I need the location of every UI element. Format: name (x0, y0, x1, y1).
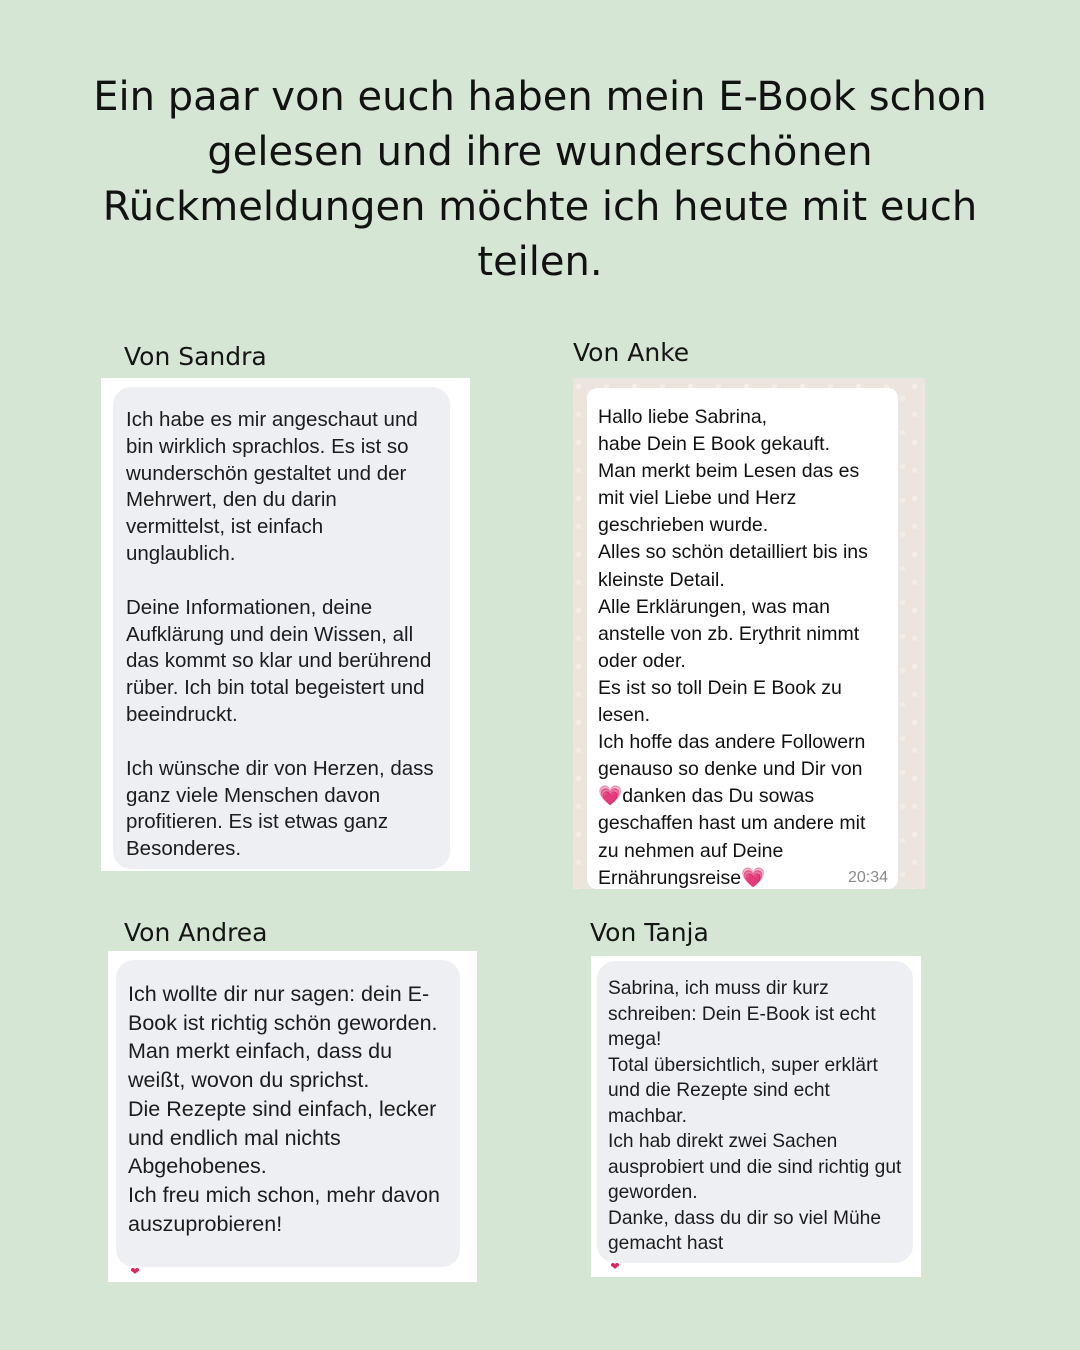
message-line: Ich hab direkt zwei Sachen ausprobiert und die sind richtig gut geworden. (608, 1131, 902, 1203)
message-text-sandra (126, 407, 438, 863)
screenshot-anke (573, 378, 925, 889)
message-line: Man merkt beim Lesen das es mit viel Liebe und Herz geschrieben wurde. (598, 460, 860, 537)
message-bubble-sandra (113, 387, 450, 869)
message-text-anke (598, 404, 888, 892)
message-line: Alles so schön detailliert bis ins kleinste Detail. (598, 541, 868, 591)
message-line: Ich hoffe das andere Followern genauso so denke und Dir von 💗danken das Du sowas geschaffen hast um andere mit zu nehmen auf Deine Ernährungsreise💗 (598, 731, 866, 889)
message-line: Total übersichtlich, super erklärt und die Rezepte sind echt machbar. (608, 1054, 878, 1127)
message-timestamp: 20:34 (847, 869, 888, 886)
label-anke: Von Anke (573, 338, 690, 367)
screenshot-andrea (108, 951, 477, 1282)
message-line: habe Dein E Book gekauft. (598, 433, 830, 456)
message-paragraph: Deine Informationen, deine Aufklärung und dein Wissen, all das kommt so klar und berührend rüber. Ich bin total begeistert und beeindruckt. (126, 595, 432, 726)
message-bubble-andrea (116, 960, 460, 1267)
message-line: Hallo liebe Sabrina, (598, 406, 768, 428)
label-tanja: Von Tanja (590, 918, 709, 947)
message-line: Man merkt einfach, dass du weißt, wovon du sprichst. (128, 1039, 393, 1093)
message-line: Danke, dass du dir so viel Mühe gemacht hast (608, 1207, 882, 1254)
headline: Ein paar von euch haben mein E-Book schon gelesen und ihre wunderschönen Rückmeldungen möchte ich heute mit euch teilen. (93, 74, 987, 285)
message-bubble-tanja (597, 961, 913, 1263)
message-line: Ich wollte dir nur sagen: dein E-Book ist richtig schön geworden. (128, 982, 438, 1035)
message-line: Alle Erklärungen, was man anstelle von zb. Erythrit nimmt oder oder. (598, 595, 860, 672)
message-line: Es ist so toll Dein E Book zu lesen. (598, 676, 842, 727)
message-text-tanja (608, 976, 903, 1257)
label-sandra: Von Sandra (124, 342, 267, 371)
message-line: Die Rezepte sind einfach, lecker und endlich mal nichts Abgehobenes. (128, 1096, 437, 1179)
message-text-andrea (128, 980, 450, 1238)
message-bubble-anke (587, 388, 898, 889)
message-line: Ich freu mich schon, mehr davon auszuprobieren! (128, 1182, 440, 1236)
message-line: Sabrina, ich muss dir kurz schreiben: Dein E-Book ist echt mega! (608, 978, 876, 1050)
heart-reaction-icon: ❤ (128, 1265, 142, 1279)
screenshot-tanja (591, 956, 921, 1277)
screenshot-sandra (101, 378, 470, 871)
heart-reaction-icon: ❤ (608, 1260, 622, 1274)
label-andrea: Von Andrea (124, 918, 268, 947)
message-paragraph: Ich habe es mir angeschaut und bin wirklich sprachlos. Es ist so wunderschön gestaltet und der Mehrwert, den du darin vermittelst, ist einfach unglaublich. (126, 408, 418, 565)
message-paragraph: Ich wünsche dir von Herzen, dass ganz viele Menschen davon profitieren. Es ist etwas ganz Besonderes. (126, 756, 434, 861)
